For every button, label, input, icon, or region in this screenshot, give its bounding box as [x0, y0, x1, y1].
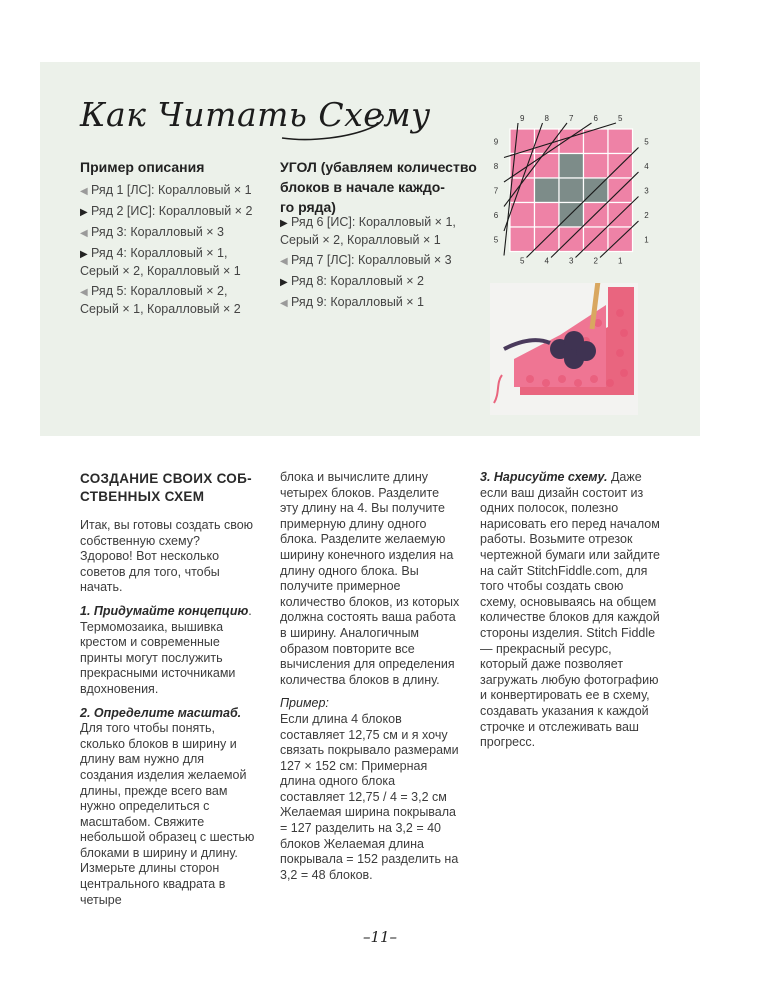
grid-label: 8 [493, 161, 499, 171]
arrow-left-icon: ◀ [80, 228, 88, 239]
pattern-row: ▶ Ряд 4: Коралловый × 1, Серый × 2, Коралловый × 1 [80, 246, 241, 278]
grid-label: 3 [644, 186, 649, 196]
pattern-row: ◀ Ряд 5: Коралловый × 2, Серый × 1, Коралловый × 2 [80, 284, 241, 316]
grid-label: 5 [618, 114, 623, 123]
grid-label: 5 [520, 256, 525, 266]
arrow-left-icon: ◀ [80, 186, 88, 197]
grid-label: 5 [493, 235, 499, 245]
example-label: Пример: [280, 696, 329, 711]
corner-heading: УГОЛ (убавляем количество блоков в начале каждо- го ряда) [280, 159, 477, 215]
article-column-1 [80, 470, 255, 916]
section-title: СОЗДАНИЕ СВОИХ СОБ- СТВЕННЫХ СХЕМ [80, 471, 252, 504]
grid-label: 1 [618, 256, 623, 266]
arrow-left-icon: ◀ [280, 298, 288, 309]
grid-label: 2 [644, 210, 649, 220]
grid-cell [510, 129, 535, 154]
pattern-row: ▶ Ряд 8: Коралловый × 2 [280, 273, 480, 291]
page-title: Как Читать Схему [80, 95, 431, 134]
grid-label: 7 [493, 186, 499, 196]
arrow-left-icon: ◀ [80, 287, 88, 298]
grid-cell [608, 129, 633, 154]
grid-label: 2 [593, 256, 598, 266]
grid-label: 3 [569, 256, 574, 266]
grid-label: 7 [569, 114, 574, 123]
grid-label: 9 [493, 137, 499, 147]
pattern-row: ◀ Ряд 3: Коралловый × 3 [80, 224, 270, 242]
grid-label: 9 [520, 114, 525, 123]
grid-cell [559, 227, 584, 252]
grid-cell [584, 129, 609, 154]
page-number: –11– [362, 928, 398, 946]
crochet-swatch-photo [490, 283, 638, 415]
grid-cell [559, 178, 584, 203]
grid-label: 4 [644, 161, 649, 171]
pattern-row: ▶ Ряд 6 [ИС]: Коралловый × 1, Серый × 2, Коралловый × 1 [280, 215, 456, 247]
corner-rows [280, 214, 480, 315]
title-flourish [280, 108, 390, 148]
grid-cell [559, 129, 584, 154]
arrow-right-icon: ▶ [80, 207, 88, 218]
grid-label: 1 [644, 235, 649, 245]
pattern-row: ◀ Ряд 9: Коралловый × 1 [280, 294, 480, 312]
pattern-row: ◀ Ряд 1 [ЛС]: Коралловый × 1 [80, 182, 270, 200]
grid-cell [535, 154, 560, 179]
grid-cell [584, 203, 609, 228]
arrow-right-icon: ▶ [80, 249, 88, 260]
article-column-2 [280, 470, 460, 891]
arrow-right-icon: ▶ [280, 277, 288, 288]
step-3: 3. Нарисуйте схему. Даже если ваш дизайн состоит из одних полосок, полезно нарисовать его перед началом работы. Возьмите отрезок чертежной бумаги или зайдите на сайт StitchFiddle.com, для того чтобы создать свою схему, основываясь на общем количестве блоков для каждой стороны изделия. Stitch Fiddle — прекрасный ресурс, который даже позволяет загружать любую фотографию и конвертировать ее в схему, создавать указания к каждой строчке и отслеживать ваш прогресс. [480, 470, 660, 750]
grid-cell [584, 227, 609, 252]
grid-cell [559, 203, 584, 228]
grid-label: 5 [644, 137, 649, 147]
grid-cell [535, 178, 560, 203]
example-rows [80, 182, 270, 321]
grid-label: 8 [544, 114, 549, 123]
pattern-row: ◀ Ряд 7 [ЛС]: Коралловый × 3 [280, 252, 480, 270]
step-2-continued: блока и вычислите длину четырех блоков. Разделите эту длину на 4. Вы получите примерную длину одного блока. Разделите желаемую ширину конечного изделия на длину одного блока. Вы получите примерное количество блоков, из которых должна состоять ваша работа в ширину. Аналогичным образом повторите все вычисления для определения количества блоков в длину. [280, 470, 460, 687]
example-calculation: Если длина 4 блоков составляет 12,75 см и я хочу связать покрывало размерами 127 × 152 см: Примерная длина одного блока составляет 12,75 / 4 = 3,2 см Желаемая ширина покрывала = 127 разделить на 3,2 = 40 блоков Желаемая длина покрывала = 152 разделить на 3,2 = 48 блоков. [280, 711, 459, 882]
grid-cell [510, 203, 535, 228]
example-heading: Пример описания [80, 159, 205, 175]
grid-cell [584, 154, 609, 179]
grid-label: 6 [593, 114, 598, 123]
step-1: 1. Придумайте концепцию. Термомозаика, вышивка крестом и современные принты могут послужить прекрасными источниками вдохновения. [80, 603, 252, 696]
arrow-left-icon: ◀ [280, 256, 288, 267]
article-column-3 [480, 470, 662, 759]
arrow-right-icon: ▶ [280, 218, 288, 229]
grid-cell [535, 203, 560, 228]
grid-label: 4 [544, 256, 549, 266]
step-2: 2. Определите масштаб. Для того чтобы понять, сколько блоков в ширину и длину вам нужно для создания изделия желаемой длины, прежде всего вам нужно определиться с масштабом. Свяжите небольшой образец с шестью блоками в ширину и длину. Измерьте длины сторон центрального квадрата в четыре [80, 705, 255, 907]
grid-cell [559, 154, 584, 179]
grid-label: 6 [493, 210, 499, 220]
intro-paragraph: Итак, вы готовы создать свою собственную схему? Здорово! Вот несколько советов для того, чтобы начать. [80, 518, 254, 595]
grid-cell [510, 227, 535, 252]
chart-grid-diagram [488, 110, 668, 270]
pattern-row: ▶ Ряд 2 [ИС]: Коралловый × 2 [80, 203, 270, 221]
grid-cell [535, 227, 560, 252]
